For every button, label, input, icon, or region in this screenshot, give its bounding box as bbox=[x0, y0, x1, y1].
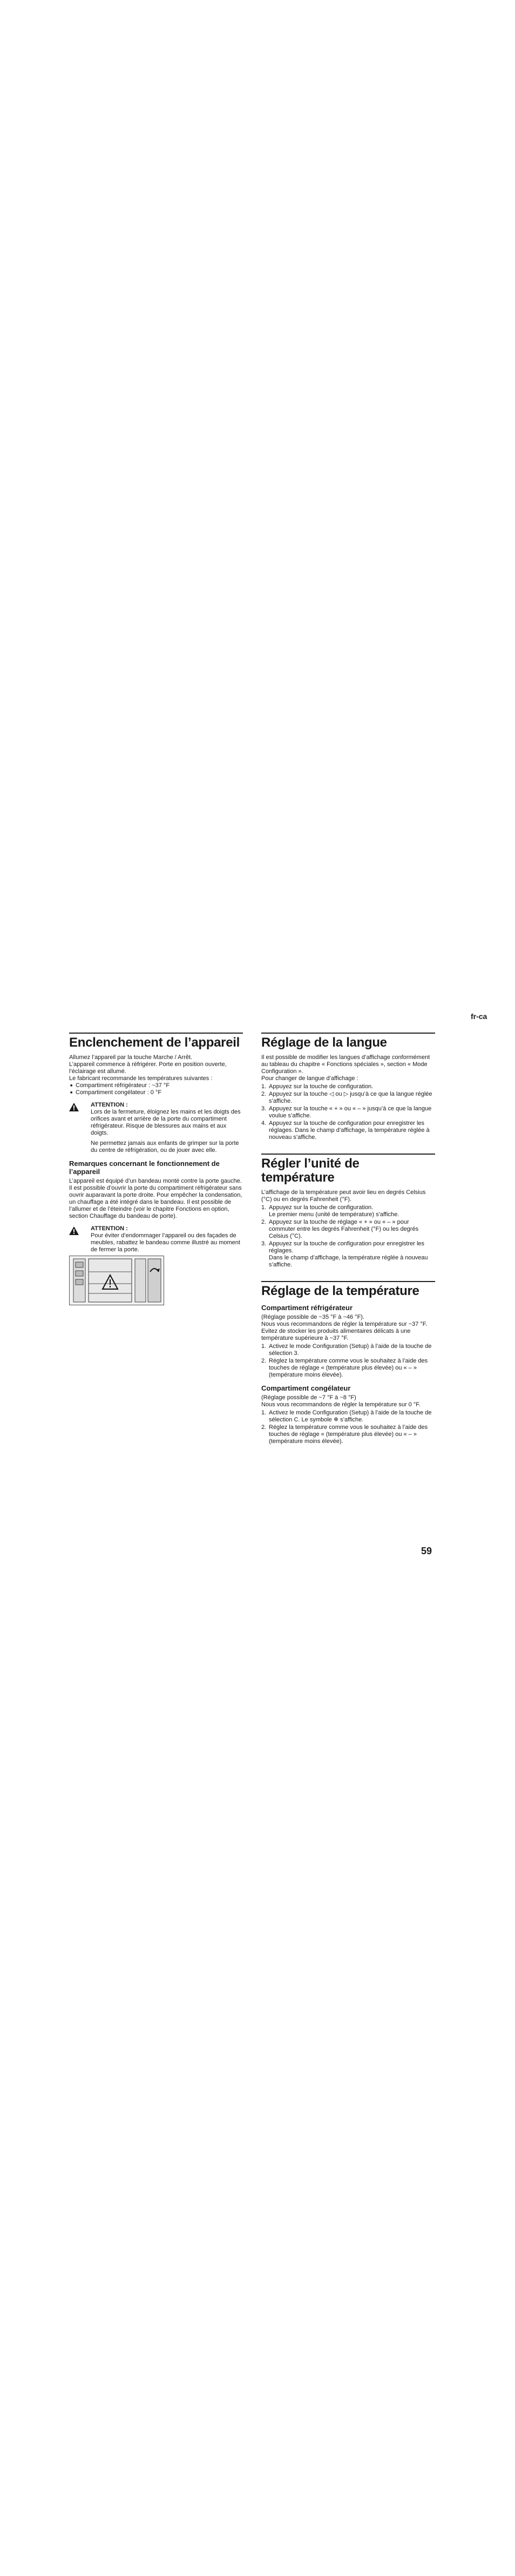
remarks-text: L’appareil est équipé d’un bandeau monté contre la porte gauche. Il est possible d’ouvrir la porte du compartiment réfrigérateur sans ouvrir auparavant la porte droite. Pour empêcher la condensation, un chauffage a été intégré dans le bandeau. Il est possible de l’allumer et de l’éteindre (voir le chapitre Fonctions en option, section Chauffage du bandeau de porte). bbox=[69, 1178, 242, 1219]
language-tag: fr-ca bbox=[471, 1012, 487, 1021]
section-rule bbox=[261, 1281, 435, 1282]
list-item: 3. Appuyez sur la touche « + » ou « – » jusqu’à ce que la langue voulue s’affiche. bbox=[261, 1105, 432, 1119]
warning-text: Pour éviter d’endommager l’appareil ou des façades de meubles, rabattez le bandeau comme illustré au moment de fermer la porte. bbox=[91, 1232, 240, 1253]
language-title: Réglage de la langue bbox=[261, 1035, 387, 1050]
fridge-subtitle: Compartiment réfrigérateur bbox=[261, 1304, 353, 1312]
list-item: 1. Activez le mode Configuration (Setup) à l’aide de la touche de sélection C. Le symbole ❄ s’affiche. bbox=[261, 1410, 432, 1423]
freezer-intro: (Réglage possible de ~7 °F à ~8 °F) Nous vous recommandons de régler la température sur 0 °F. bbox=[261, 1394, 421, 1408]
warning-title: ATTENTION : bbox=[91, 1225, 128, 1232]
temperature-title: Réglage de la température bbox=[261, 1284, 419, 1298]
language-intro: Il est possible de modifier les langues d’affichage conformément au tableau du chapitre « Fonctions spéciales », section « Mode Configuration ». Pour changer de langue d’affichage : bbox=[261, 1054, 430, 1082]
warning-block bbox=[69, 1102, 243, 1154]
warning-icon bbox=[69, 1225, 91, 1253]
unit-steps bbox=[261, 1204, 435, 1269]
warning-title: ATTENTION : bbox=[91, 1102, 128, 1108]
list-item: 2. Réglez la température comme vous le souhaitez à l’aide des touches de réglage « (température plus élevée) ou « – » (température moins élevée). bbox=[261, 1424, 428, 1445]
unit-intro: L’affichage de la température peut avoir lieu en degrés Celsius (°C) ou en degrés Fahrenheit (°F). bbox=[261, 1189, 426, 1203]
list-item: 3. Appuyez sur la touche de configuration pour enregistrer les réglages. Dans le champ d’affichage, la température réglée à nouveau s’affiche. bbox=[261, 1240, 428, 1268]
list-item: ■ Compartiment congélateur : 0 °F bbox=[69, 1089, 243, 1096]
section-rule bbox=[261, 1033, 435, 1034]
list-item: ■ Compartiment réfrigérateur : ~37 °F bbox=[69, 1082, 243, 1089]
recommended-temps-list bbox=[69, 1082, 243, 1096]
list-item: 2. Appuyez sur la touche ◁ ou ▷ jusqu’à ce que la langue réglée s’affiche. bbox=[261, 1091, 432, 1104]
remarks-subtitle: Remarques concernant le fonctionnement de l’appareil bbox=[69, 1159, 220, 1176]
list-item: 1. Appuyez sur la touche de configuration. bbox=[261, 1083, 374, 1090]
switch-on-title: Enclenchement de l’appareil bbox=[69, 1035, 240, 1050]
freezer-subtitle: Compartiment congélateur bbox=[261, 1384, 351, 1392]
freezer-steps bbox=[261, 1410, 435, 1445]
right-column bbox=[261, 1033, 435, 1446]
fridge-steps bbox=[261, 1343, 435, 1379]
left-column bbox=[69, 1033, 243, 1308]
list-item: 1. Activez le mode Configuration (Setup) à l’aide de la touche de sélection 3. bbox=[261, 1343, 432, 1357]
list-item: 1. Appuyez sur la touche de configuration. Le premier menu (unité de température) s’affiche. bbox=[261, 1204, 399, 1218]
fridge-intro: (Réglage possible de ~35 °F à ~46 °F). Nous vous recommandons de régler la température sur ~37 °F. Evitez de stocker les produits alimentaires délicats à une température supérieure à ~37 °F. bbox=[261, 1314, 428, 1341]
list-item: 4. Appuyez sur la touche de configuration pour enregistrer les réglages. Dans le champ d’affichage, la température réglée à nouveau s’affiche. bbox=[261, 1120, 430, 1141]
warning-icon bbox=[69, 1102, 91, 1154]
list-item: 2. Appuyez sur la touche de réglage « + » ou « – » pour commuter entre les degrés Fahrenheit (°F) ou les degrés Celsius (°C). bbox=[261, 1219, 419, 1239]
switch-on-intro: Allumez l’appareil par la touche Marche / Arrêt. L’appareil commence à réfrigérer. Porte en position ouverte, l’éclairage est allumé. Le fabricant recommande les températures suivantes : bbox=[69, 1054, 227, 1082]
warning-text: Ne permettez jamais aux enfants de grimper sur la porte du centre de réfrigération, ou de jouer avec elle. bbox=[91, 1140, 239, 1154]
language-steps bbox=[261, 1083, 435, 1141]
fridge-door-illustration bbox=[69, 1256, 243, 1308]
page-number: 59 bbox=[421, 1546, 432, 1556]
list-item: 2. Réglez la température comme vous le souhaitez à l’aide des touches de réglage « (température plus élevée) ou « – » (température moins élevée). bbox=[261, 1358, 428, 1378]
section-rule bbox=[69, 1033, 243, 1034]
unit-title: Régler l’unité de température bbox=[261, 1156, 360, 1185]
section-rule bbox=[261, 1154, 435, 1155]
warning-block bbox=[69, 1225, 243, 1253]
warning-text: Lors de la fermeture, éloignez les mains et les doigts des orifices avant et arrière de la porte du compartiment réfrigérateur. Risque de blessures aux mains et aux doigts. bbox=[91, 1109, 241, 1136]
